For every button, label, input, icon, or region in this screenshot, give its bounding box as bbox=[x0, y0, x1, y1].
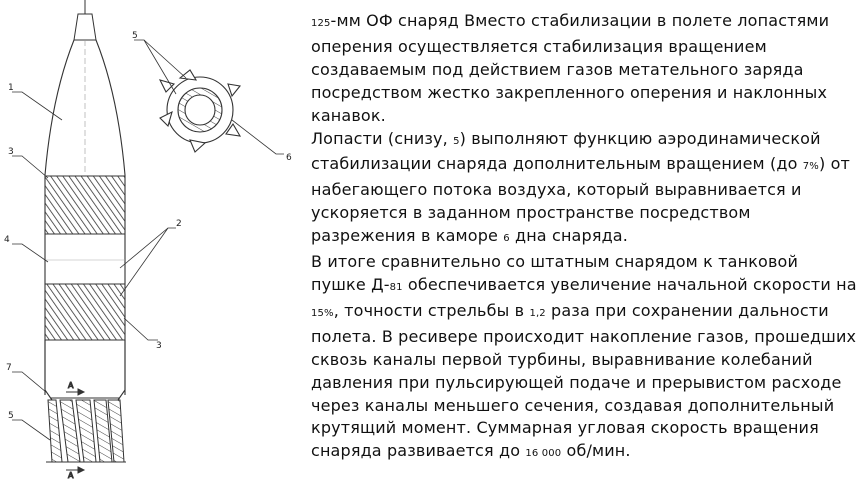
paragraph-2-text-3: ) от набегающего потока воздуха, который выравнивается и ускоряется в заданном пространстве посредством разрежения в каморе bbox=[311, 154, 851, 246]
paragraph-3-number-2: 15% bbox=[311, 307, 334, 319]
leader-lines bbox=[12, 40, 284, 440]
callout-4: 4 bbox=[4, 235, 10, 245]
paragraph-2-text-2: ) выполняют функцию аэродинамической стабилизации снаряда дополнительным вращением (до bbox=[311, 128, 821, 174]
callout-3-lower: 3 bbox=[156, 341, 162, 351]
projectile-drawing bbox=[0, 0, 300, 482]
callout-6: 6 bbox=[286, 153, 292, 163]
paragraph-2 bbox=[311, 128, 857, 252]
callout-1: 1 bbox=[8, 83, 14, 93]
section-label-bottom: A bbox=[68, 471, 74, 480]
paragraph-3-text-5: об/мин. bbox=[561, 441, 631, 461]
paragraph-3-number-4: 16 000 bbox=[525, 448, 562, 460]
paragraph-2-number-3: 6 bbox=[503, 233, 510, 245]
paragraph-1-text-1: -мм ОФ снаряд Вместо стабилизации в полете лопастями оперения осуществляется стабилизация вращением создаваемым под действием газов метательного заряда посредством жестко закрепленного оперения и наклонных канавок. bbox=[311, 11, 830, 125]
cross-section-view bbox=[160, 70, 240, 152]
paragraph-2-text-4: дна снаряда. bbox=[509, 226, 628, 246]
paragraph-3-text-4: раза при сохранении дальности полета. В ресивере происходит накопление газов, прошедших сквозь каналы первой турбины, выравнивание колебаний давления при пульсирующей подаче и прерывистом расходе через каналы меньшего сечения, создавая дополнительный крутящий момент. Суммарная угловая скорость вращения снаряда развивается до bbox=[311, 300, 857, 461]
callout-3-upper: 3 bbox=[8, 147, 14, 157]
paragraph-3-text-2: обеспечивается увеличение начальной скорости на bbox=[402, 274, 857, 294]
paragraph-1-number-1: 125 bbox=[311, 18, 331, 29]
driving-band-lower bbox=[45, 284, 125, 340]
paragraph-3-text-1: В итоге сравнительно со штатным снарядом к танковой пушке Д- bbox=[311, 252, 799, 294]
tail-section bbox=[45, 340, 125, 400]
article-text bbox=[311, 10, 857, 466]
paragraph-2-text-1: Лопасти (снизу, bbox=[311, 128, 454, 148]
paragraph-3-number-1: 81 bbox=[389, 281, 403, 293]
paragraph-3-number-3: 1,2 bbox=[529, 307, 546, 319]
callout-5: 5 bbox=[8, 411, 14, 421]
projectile-schematic bbox=[0, 0, 300, 482]
paragraph-2-number-2: 7% bbox=[802, 161, 819, 173]
tail-fins bbox=[46, 400, 126, 462]
driving-band-upper bbox=[45, 176, 125, 234]
paragraph-3 bbox=[311, 251, 857, 466]
callout-5-section: 5 bbox=[132, 31, 138, 41]
section-label-top: A bbox=[68, 381, 74, 390]
callout-2: 2 bbox=[176, 219, 182, 229]
paragraph-2-number-1: 5 bbox=[453, 135, 460, 147]
paragraph-3-text-3: , точности стрельбы в bbox=[333, 300, 530, 320]
callout-7: 7 bbox=[6, 363, 12, 373]
paragraph-1 bbox=[311, 10, 857, 128]
nose-fuze bbox=[74, 0, 96, 40]
